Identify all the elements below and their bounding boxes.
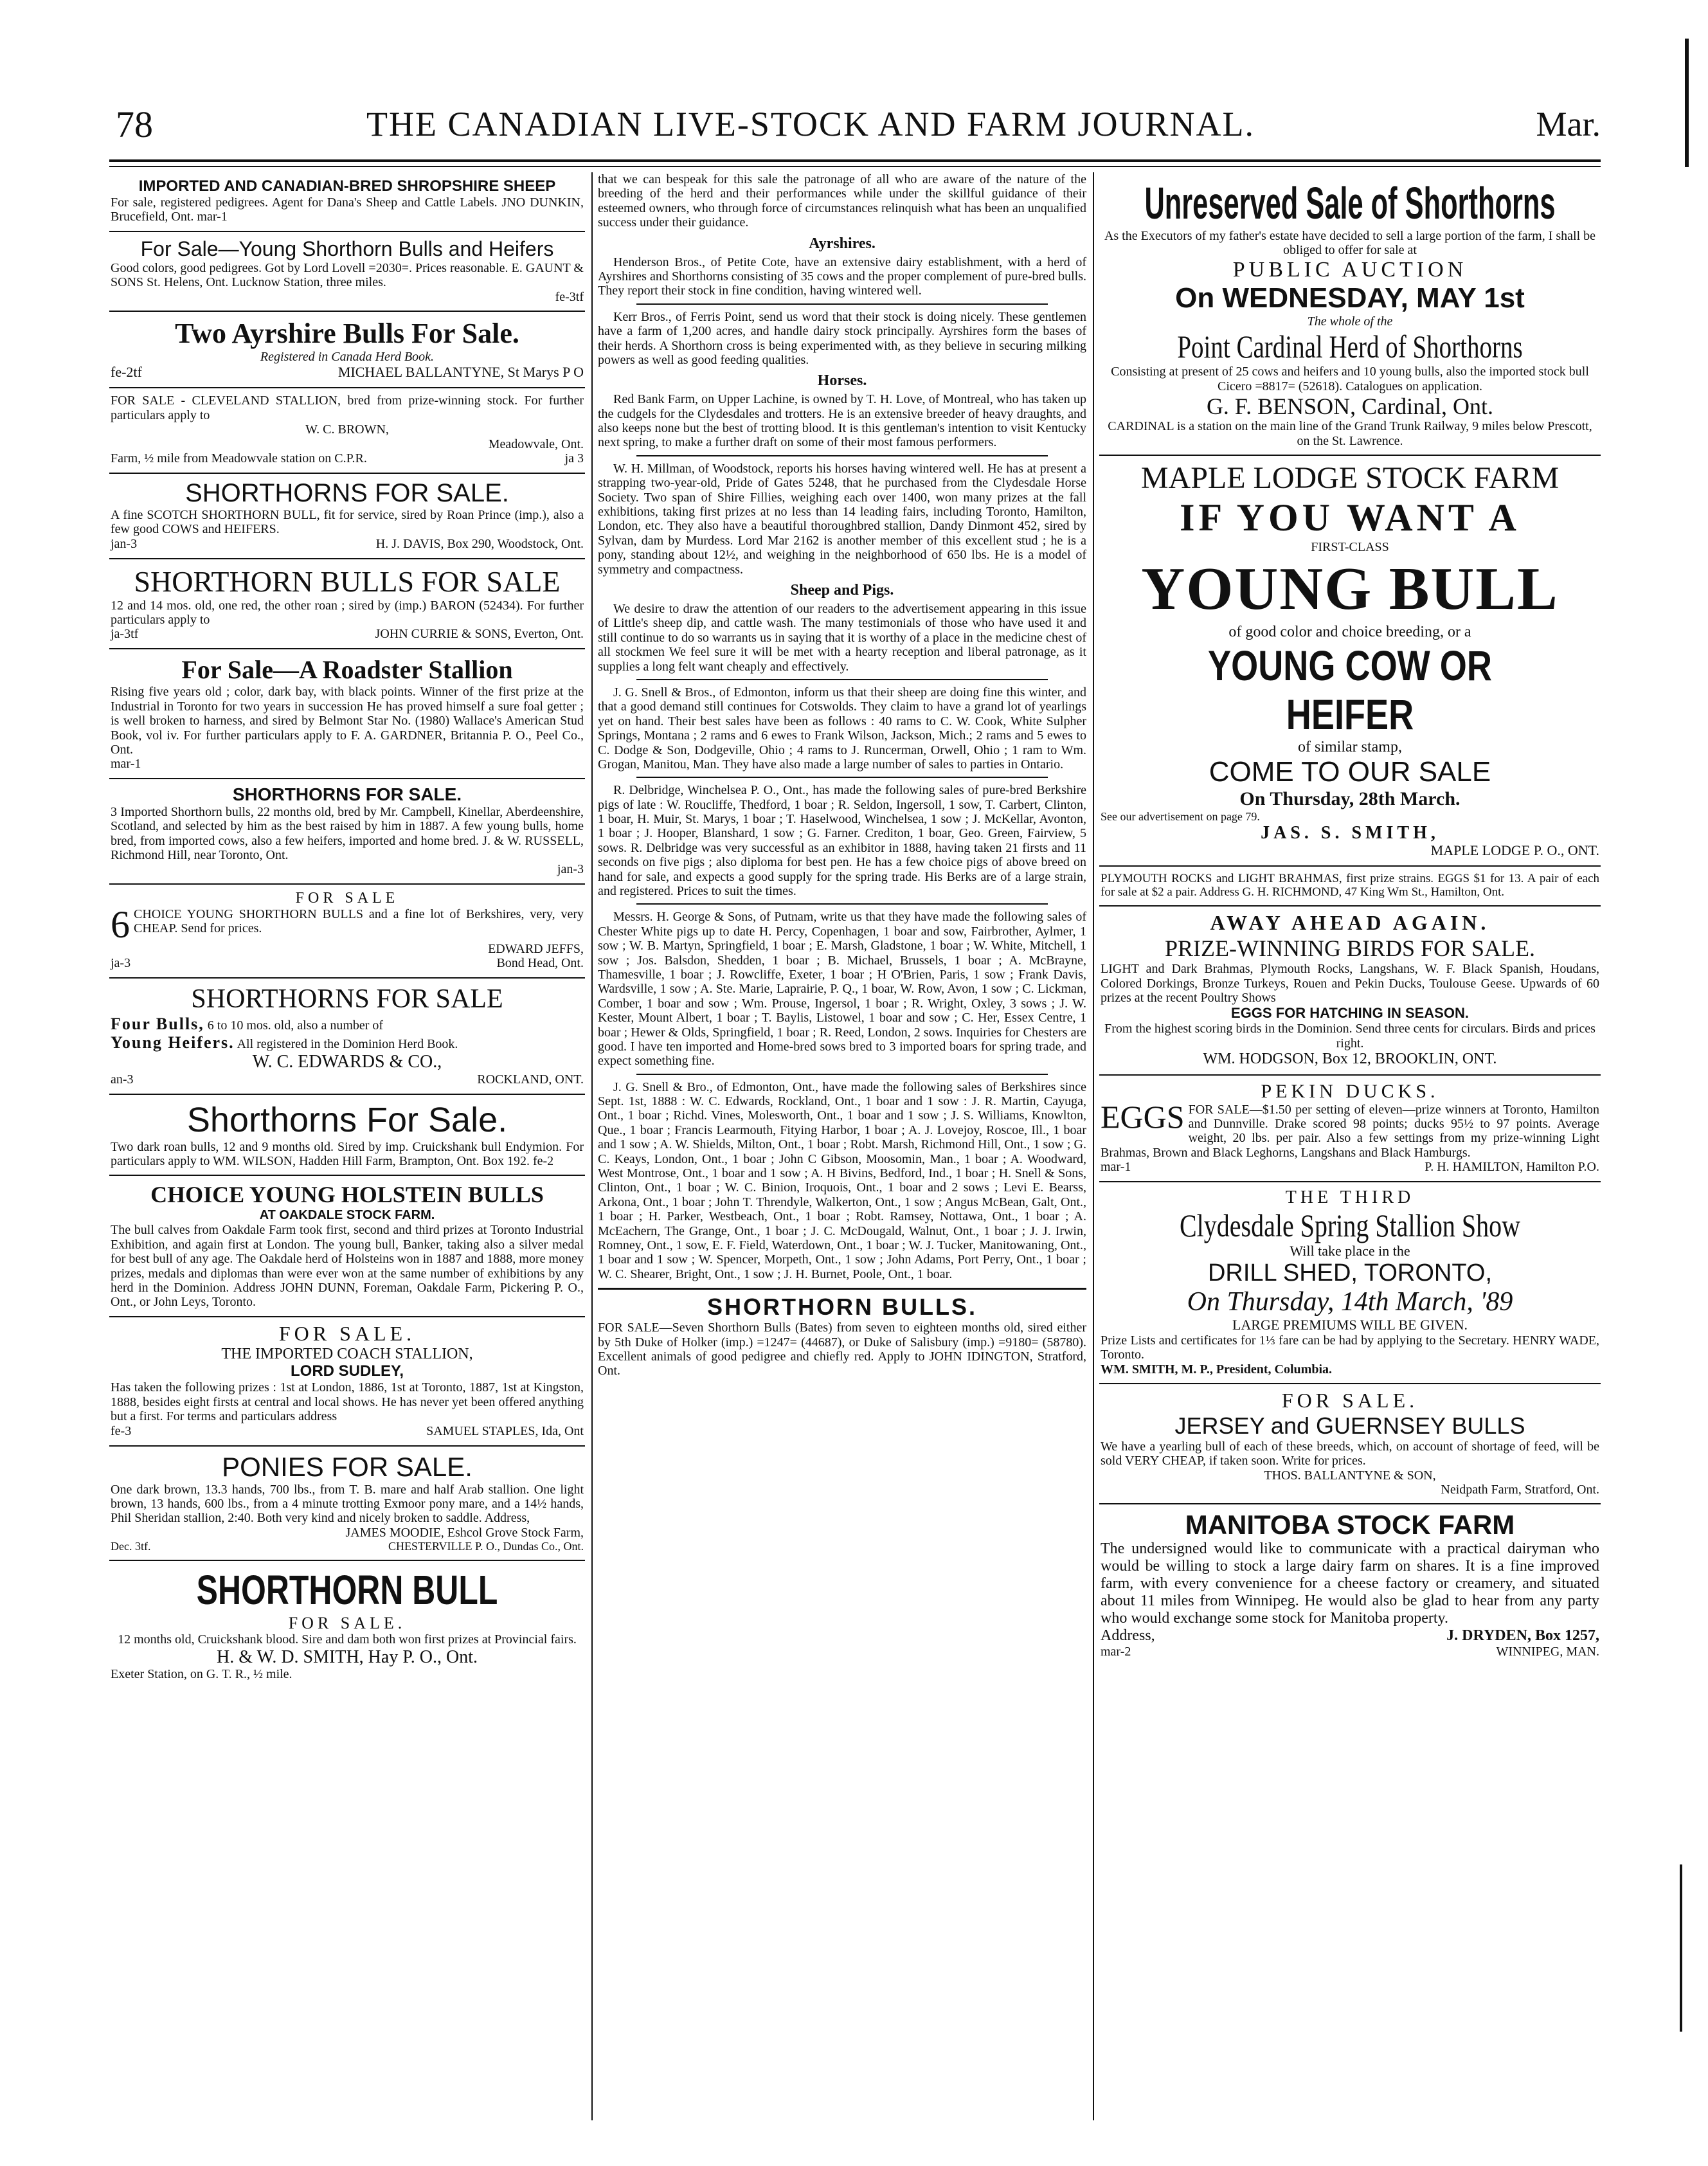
ad-eggs: EGGS FOR HATCHING IN SEASON. bbox=[1231, 1005, 1469, 1022]
ad-maple-lodge bbox=[1099, 456, 1601, 867]
ad-signature: G. F. BENSON, Cardinal, Ont. bbox=[1206, 393, 1494, 420]
young-heifers-label: Young Heifers. bbox=[111, 1033, 235, 1052]
page-header bbox=[109, 96, 1601, 154]
ad-edwards-shorthorns bbox=[109, 979, 585, 1095]
ad-see: See our advertisement on page 79. bbox=[1101, 809, 1260, 823]
column-right bbox=[1099, 172, 1601, 1666]
article-paragraph: that we can bespeak for this sale the patronage of all who are aware of the nature of the breeding of the herd and their performances while under the skillful guidance of their esteemed owners, who through force of circumstances relinquish what has been an unqualified success under their guidance. bbox=[598, 172, 1086, 230]
ad-title: Clydesdale Spring Stallion Show bbox=[1180, 1207, 1520, 1244]
ad-body: PLYMOUTH ROCKS and LIGHT BRAHMAS, first prize strains. EGGS $1 for 13. A pair of each for sale at $2 a pair. Address G. H. RICHMOND, 47 King Wm St., Hamilton, Ont. bbox=[1101, 871, 1599, 899]
ad-shorthorn-bull-smith bbox=[109, 1561, 585, 1688]
ad-body: The bull calves from Oakdale Farm took first, second and third prizes at Toronto Industrial Exhibition, and again first at London. The young bull, Banker, taking also a silver medal for best bull of any age. The Oakdale herd of Holsteins won in 1887 and 1888, more money prizes, medals and diplomas than were ever won at the same number of exhibitions by any herd in the Dominion. Address JOHN DUNN, Foreman, Oakdale Farm, Pickering P. O., Ont., or John Leys, Toronto. bbox=[111, 1223, 584, 1310]
ad-come-to-sale: COME TO OUR SALE bbox=[1209, 756, 1491, 788]
ad-body: FOR SALE—Seven Shorthorn Bulls (Bates) from seven to eighteen months old, sired either by 5th Duke of Holker (imp.) =1247= (44687), or Duke of Salisbury (imp.) =9180= (58780). Excellent animals of good pedigree and chiefly red. Apply to JOHN IDINGTON, Stratford, Ont. bbox=[598, 1321, 1086, 1378]
column-middle bbox=[598, 172, 1086, 1378]
ad-place: CHESTERVILLE P. O., Dundas Co., Ont. bbox=[388, 1540, 584, 1553]
ad-title: CHOICE YOUNG HOLSTEIN BULLS bbox=[150, 1182, 544, 1208]
ad-code: an-3 bbox=[111, 1072, 134, 1087]
ad-signature: H. J. DAVIS, Box 290, Woodstock, Ont. bbox=[375, 536, 584, 551]
ad-line: 6 to 10 mos. old, also a number of bbox=[207, 1018, 384, 1033]
section-heading-ayrshires: Ayrshires. bbox=[809, 235, 876, 252]
ad-code: ja-3 bbox=[111, 956, 131, 971]
column-divider bbox=[1093, 172, 1094, 2120]
column-left bbox=[109, 172, 585, 1688]
ad-code: jan-3 bbox=[111, 536, 138, 551]
ad-subtitle: PRIZE-WINNING BIRDS FOR SALE. bbox=[1165, 935, 1535, 962]
article-paragraph: We desire to draw the attention of our readers to the advertisement appearing in this issue of Little's sheep dip, and cattle wash. The many testimonials of those who have used it and still continue to do so warrants us in saying that it is worthy of a place in the medicine chest of all stockmen We feel sure it will be met with a hearty reception and liberal patronage, as it supplies a long felt want cheaply and effectively. bbox=[598, 601, 1086, 674]
ad-place: ROCKLAND, ONT. bbox=[477, 1072, 584, 1087]
ad-title: For Sale—Young Shorthorn Bulls and Heifers bbox=[140, 237, 554, 260]
ad-ponies bbox=[109, 1447, 585, 1562]
ad-signature: J. DRYDEN, Box 1257, bbox=[1446, 1627, 1599, 1644]
article-paragraph: Henderson Bros., of Petite Cote, have an extensive dairy establishment, with a herd of Ayrshires and Shorthorns consisting of 35 cows and the proper complement of pure-bred bulls. They report their stock in fine condition, having wintered well. bbox=[598, 255, 1086, 298]
ad-code: Dec. 3tf. bbox=[111, 1540, 151, 1553]
ad-roadster-stallion bbox=[109, 649, 585, 779]
ad-young-cow: YOUNG COW OR HEIFER bbox=[1208, 642, 1492, 739]
four-bulls-label: Four Bulls, bbox=[111, 1015, 204, 1034]
ad-stallion-name: LORD SUDLEY, bbox=[290, 1362, 404, 1380]
ad-if-you-want: IF YOU WANT A bbox=[1180, 496, 1520, 539]
ad-title: MAPLE LODGE STOCK FARM bbox=[1140, 461, 1560, 496]
ad-code: fe-3 bbox=[111, 1423, 132, 1438]
page-number: 78 bbox=[116, 104, 153, 145]
ad-body: Prize Lists and certificates for 1⅓ fare can be had by applying to the Secretary. HENRY WADE, Toronto. bbox=[1101, 1333, 1599, 1362]
article-paragraph: Kerr Bros., of Ferris Point, send us word that their stock is doing nicely. These gentlemen have a farm of 1,200 acres, and handle dairy stock principally. Ayrshires form the bases of their herds. A Shorthorn cross is being experimented with, as they believe in securing milking powers as well as good feeding qualities. bbox=[598, 309, 1086, 367]
ad-subtitle: JERSEY and GUERNSEY BULLS bbox=[1174, 1412, 1525, 1439]
ad-title: SHORTHORNS FOR SALE. bbox=[185, 478, 509, 507]
ad-herd: Point Cardinal Herd of Shorthorns bbox=[1177, 329, 1523, 365]
ad-drill-shed: DRILL SHED, TORONTO, bbox=[1207, 1259, 1493, 1287]
ad-title: SHORTHORN BULLS. bbox=[707, 1294, 977, 1321]
ad-body: FOR SALE - CLEVELAND STALLION, bred from prize-winning stock. For further particulars apply to bbox=[111, 393, 584, 422]
ad-signature: JOHN CURRIE & SONS, Everton, Ont. bbox=[375, 627, 584, 642]
ad-lord-sudley bbox=[109, 1317, 585, 1447]
section-heading-sheep-pigs: Sheep and Pigs. bbox=[790, 581, 894, 599]
ad-body: Rising five years old ; color, dark bay, with black points. Winner of the first prize at the Industrial in Toronto for two years in succession He has proved himself a sure foal getter ; is well broken to harness, and sired by Belmont Star No. (1980) Wallace's American Stud Book, vol iv. For further particulars apply to F. A. GARDNER, Britannia P. O., Peel Co., Ont. bbox=[111, 685, 584, 757]
ad-place: WINNIPEG, MAN. bbox=[1496, 1644, 1599, 1659]
ad-body: As the Executors of my father's estate have decided to sell a large portion of the farm, I shall be obliged to offer for sale at bbox=[1104, 229, 1596, 258]
ad-manitoba-stock-farm bbox=[1099, 1504, 1601, 1665]
ad-code: jan-3 bbox=[557, 862, 584, 877]
ad-code: mar-2 bbox=[1101, 1644, 1131, 1659]
ad-code: ja-3tf bbox=[111, 627, 139, 642]
ad-body: For sale, registered pedigrees. Agent for Dana's Sheep and Cattle Labels. JNO DUNKIN, Brucefield, Ont. mar-1 bbox=[111, 195, 584, 224]
ad-subtitle: Registered in Canada Herd Book. bbox=[260, 349, 435, 364]
ad-body: A fine SCOTCH SHORTHORN BULL, fit for service, sired by Roan Prince (imp.), also a few good COWS and HEIFERS. bbox=[111, 507, 584, 537]
ad-footnote: Exeter Station, on G. T. R., ½ mile. bbox=[111, 1667, 292, 1682]
journal-page bbox=[109, 96, 1601, 2128]
ad-ayrshire-bulls bbox=[109, 312, 585, 388]
ad-consist: Consisting at present of 25 cows and heifers and 10 young bulls, also the imported stock bull Cicero =8817= (52618). Catalogues on application. bbox=[1111, 365, 1589, 393]
ad-shorthorn-bulls-idington bbox=[598, 1288, 1086, 1378]
ad-first-class: FIRST-CLASS bbox=[1311, 539, 1389, 554]
divider bbox=[636, 455, 1048, 456]
ad-body: 12 and 14 mos. old, one red, the other roan ; sired by (imp.) BARON (52434). For further particulars apply to bbox=[111, 598, 584, 627]
ad-body: 3 Imported Shorthorn bulls, 22 months old, bred by Mr. Campbell, Kinellar, Aberdeenshire, Scotland, and selected by him as the best raised by him in 1887. A few young bulls, home bred, from imported cows, also a few heifers, imported and home bred. J. & W. RUSSELL, Richmond Hill, near Toronto, Ont. bbox=[111, 804, 584, 862]
ad-unreserved-sale bbox=[1099, 172, 1601, 456]
eggs-label: EGGS bbox=[1101, 1098, 1185, 1135]
ad-title: PONIES FOR SALE. bbox=[222, 1451, 472, 1482]
header-rule bbox=[109, 159, 1601, 162]
ad-title: SHORTHORN BULL bbox=[196, 1567, 498, 1614]
ad-body: Has taken the following prizes : 1st at London, 1886, 1st at Toronto, 1887, 1st at Kingston, 1888, besides eight firsts at central and local shows. He has never yet been offered anything but a first. For terms and particulars address bbox=[111, 1380, 584, 1424]
section-heading-horses: Horses. bbox=[817, 372, 867, 390]
ad-body: FOR SALE—$1.50 per setting of eleven—prize winners at Toronto, Hamilton and Dunnville. Drake scored 98 points; ducks 95½ to 97 points. Average weight, 20 lbs. per pair. Also a few settings from my prize-winning Light Brahmas, Brown and Black Leghorns, Langshans and Black Hamburgs. bbox=[1101, 1102, 1599, 1160]
ad-cleveland-stallion bbox=[109, 388, 585, 474]
ad-pekin-ducks bbox=[1099, 1076, 1601, 1182]
divider bbox=[636, 1074, 1048, 1075]
ad-title: MANITOBA STOCK FARM bbox=[1185, 1510, 1515, 1540]
ad-jersey-guernsey bbox=[1099, 1384, 1601, 1504]
ad-shorthorns-russell bbox=[109, 779, 585, 885]
ad-signature: JAMES MOODIE, Eshcol Grove Stock Farm, bbox=[345, 1525, 584, 1540]
ad-hodgson-birds bbox=[1099, 907, 1601, 1076]
article-paragraph: W. H. Millman, of Woodstock, reports his horses having wintered well. He has at present a strapping two-year-old, Pride of Gates 5248, that he purchased from the Clydesdale Horse Society. Two span of Shire Fillies, weighing each over 1400, won many prizes at the fall exhibitions, taking first prizes at no less than 14 leading fairs, including Toronto, Hamilton, London, etc. They also have a beautiful thoroughbred stallion, Dandy Dinmont 452, sired by Sylvan, dam by Murdess. Lord Mar 2162 is another member of this excellent stud ; he is a pony, standing about 12½, and weighing in the neighborhood of 650 lbs. He is a model of symmetry and compactness. bbox=[598, 461, 1086, 577]
ad-third: THE THIRD bbox=[1285, 1187, 1415, 1208]
ad-title: SHORTHORNS FOR SALE. bbox=[232, 784, 462, 804]
ad-young-bull: YOUNG BULL bbox=[1141, 555, 1559, 623]
ad-address: Address, bbox=[1101, 1627, 1155, 1644]
ad-title: SHORTHORNS FOR SALE bbox=[191, 984, 503, 1015]
ad-code: fe-2tf bbox=[111, 364, 142, 381]
ad-signature: H. & W. D. SMITH, Hay P. O., Ont. bbox=[216, 1647, 478, 1667]
column-divider bbox=[591, 172, 593, 2120]
ad-code: mar-1 bbox=[1101, 1160, 1131, 1175]
ad-code: ja 3 bbox=[564, 451, 584, 465]
ad-wilson-shorthorns bbox=[109, 1095, 585, 1177]
ad-signature: W. C. EDWARDS & CO., bbox=[252, 1052, 442, 1072]
divider bbox=[636, 303, 1048, 305]
ad-code: mar-1 bbox=[111, 757, 141, 772]
ad-date: On WEDNESDAY, MAY 1st bbox=[1175, 282, 1525, 314]
ad-signature: EDWARD JEFFS, bbox=[488, 941, 584, 956]
article-paragraph: Red Bank Farm, on Upper Lachine, is owned by T. H. Love, of Montreal, who has taken up the cudgels for the Clydesdales and trotters. He is an extensive breeder of heavy draughts, and also keeps none but the best of trotting blood. It is this gentleman's intention to visit Kentucky next spring, to make a further draft on some of their most famous performers. bbox=[598, 392, 1086, 450]
header-rule-thin bbox=[109, 166, 1601, 167]
ad-line: All registered in the Dominion Herd Book. bbox=[237, 1037, 458, 1052]
divider bbox=[636, 777, 1048, 778]
ad-footnote: Farm, ½ mile from Meadowvale station on C.P.R. bbox=[111, 451, 367, 465]
issue-month: Mar. bbox=[1536, 105, 1601, 143]
ad-signature: THOS. BALLANTYNE & SON, bbox=[1264, 1468, 1436, 1483]
ad-title: SHORTHORN BULLS FOR SALE bbox=[134, 564, 561, 598]
ad-place: Neidpath Farm, Stratford, Ont. bbox=[1441, 1482, 1599, 1497]
ad-clydesdale-show bbox=[1099, 1182, 1601, 1384]
article-paragraph: Messrs. H. George & Sons, of Putnam, write us that they have made the following sales of Chester White pigs up to date H. Percy, Copenhagen, 1 boar and sow, Fairbrother, Aylmer, 1 sow ; W. B. Martyn, Springfield, 1 boar ; E. Marsh, Gladstone, 1 boar ; W. White, Mitchell, 1 sow ; Jos. Balsdon, Shedden, 1 boar ; B. Michael, Brussels, 1 boar ; A. McBrayne, Thamesville, 1 boar ; J. Rowcliffe, Exeter, 1 boar ; H O'Brien, Paris, 1 sow ; Frank Davis, Wardsville, 1 sow ; A. Ste. Marie, Laprairie, P. Q., 1 boar, W. Row, Avon, 1 sow ; C. Lickman, Comber, 1 boar and sow ; Wm. Prouse, Ingersol, 1 boar ; R. Wright, Oxley, 3 sows ; J. W. Kester, Mount Albert, 1 boar ; T. Baylis, Listowel, 1 boar and sow ; C. Her, Essex Centre, 1 boar ; Hewer & Olds, Springfield, 1 boar ; R. Reed, London, 2 sows. Inquiries for Chesters are good. I have ten imported and Home-bred sows bred to 3 imported boars for spring trade, and expect something fine. bbox=[598, 910, 1086, 1069]
ad-plymouth-rocks bbox=[1099, 867, 1601, 907]
ad-title: FOR SALE bbox=[295, 889, 399, 907]
ad-line: of good color and choice breeding, or a bbox=[1228, 624, 1471, 641]
ad-line: From the highest scoring birds in the Dominion. Send three cents for circulars. Birds and prices right. bbox=[1104, 1022, 1596, 1051]
ad-place: MAPLE LODGE P. O., ONT. bbox=[1430, 842, 1599, 859]
ad-president: WM. SMITH, M. P., President, Columbia. bbox=[1101, 1362, 1333, 1376]
ad-signature: SAMUEL STAPLES, Ida, Ont bbox=[426, 1423, 584, 1438]
ad-title: For Sale—A Roadster Stallion bbox=[181, 655, 513, 685]
ad-jeffs bbox=[109, 885, 585, 979]
ad-body: 12 months old, Cruickshank blood. Sire and dam both won first prizes at Provincial fairs. bbox=[118, 1632, 577, 1647]
ad-line: Will take place in the bbox=[1290, 1243, 1410, 1259]
ad-place: Bond Head, Ont. bbox=[496, 956, 584, 971]
ad-body: Two dark roan bulls, 12 and 9 months old. Sired by imp. Cruickshank bull Endymion. For particulars apply to WM. WILSON, Hadden Hill Farm, Brampton, Ont. Box 192. fe-2 bbox=[111, 1139, 584, 1168]
scan-edge-mark bbox=[1685, 39, 1689, 167]
ad-title: FOR SALE. bbox=[278, 1321, 416, 1345]
ad-line: The whole of the bbox=[1307, 314, 1393, 329]
ad-premiums: LARGE PREMIUMS WILL BE GIVEN. bbox=[1232, 1317, 1468, 1333]
ad-body: One dark brown, 13.3 hands, 700 lbs., from T. B. mare and half Arab stallion. One light brown, 13 hands, 600 lbs., from a 4 minute trotting Exmoor pony mare, and a 14½ hands, Phil Sheridan stallion, 2:40. Both very kind and nicely broken to saddle. Address, bbox=[111, 1482, 584, 1526]
ad-title: PEKIN DUCKS. bbox=[1261, 1080, 1439, 1102]
scan-edge-mark bbox=[1680, 1864, 1682, 2032]
ad-title: FOR SALE. bbox=[1281, 1388, 1419, 1412]
ad-title: Unreserved Sale of Shorthorns bbox=[1144, 178, 1556, 228]
ad-title: AWAY AHEAD AGAIN. bbox=[1210, 911, 1490, 935]
ad-line: THE IMPORTED COACH STALLION, bbox=[221, 1345, 473, 1362]
ad-date: On Thursday, 14th March, '89 bbox=[1187, 1287, 1513, 1317]
ad-date: On Thursday, 28th March. bbox=[1239, 788, 1461, 810]
ad-code: fe-3tf bbox=[555, 289, 584, 304]
ad-auction: PUBLIC AUCTION bbox=[1232, 257, 1468, 282]
ad-shorthorns-davis bbox=[109, 474, 585, 559]
ad-signature: WM. HODGSON, Box 12, BROOKLIN, ONT. bbox=[1203, 1051, 1497, 1068]
drop-numeral: 6 bbox=[111, 903, 130, 946]
ad-shropshire-sheep bbox=[109, 172, 585, 232]
ad-title: Two Ayrshire Bulls For Sale. bbox=[175, 317, 519, 349]
ad-shorthorn-bulls-currie bbox=[109, 559, 585, 650]
journal-title: THE CANADIAN LIVE-STOCK AND FARM JOURNAL. bbox=[366, 105, 1255, 143]
ad-title: Shorthorns For Sale. bbox=[186, 1100, 508, 1139]
ad-place: Meadowvale, Ont. bbox=[488, 437, 584, 451]
ad-subtitle: FOR SALE. bbox=[288, 1614, 406, 1633]
ad-body: LIGHT and Dark Brahmas, Plymouth Rocks, Langshans, W. F. Black Spanish, Houdans, Colored Dorkings, Bronze Turkeys, Rouen and Pekin Ducks, Toulouse Geese. Upwards of 60 prizes at the recent Poultry Shows bbox=[1101, 962, 1599, 1005]
ad-footnote: CARDINAL is a station on the main line of the Grand Trunk Railway, 9 miles below Prescott, on the St. Lawrence. bbox=[1108, 419, 1592, 448]
ad-title: IMPORTED AND CANADIAN-BRED SHROPSHIRE SHEEP bbox=[138, 177, 556, 195]
ad-body: CHOICE YOUNG SHORTHORN BULLS and a fine lot of Berkshires, very, very CHEAP. Send for prices. bbox=[134, 907, 584, 936]
ad-signature: W. C. BROWN, bbox=[305, 422, 389, 437]
ad-body: The undersigned would like to communicate with a practical dairyman who would be willing to stock a large dairy farm on shares. It is a fine improved farm, with every convenience for a cheese factory or creamery, and situated about 11 miles from Winnipeg. He would also be glad to hear from any party who would exchange some stock for Manitoba property. bbox=[1101, 1540, 1599, 1627]
article-paragraph: J. G. Snell & Bro., of Edmonton, Ont., have made the following sales of Berkshires since Sept. 1st, 1888 : W. C. Edwards, Rockland, Ont., 1 boar and 1 sow : J. R. Martin, Cayuga, Ont., 1 boar ; Richd. Vines, Molesworth, Ont., 1 boar and 1 sow ; J. S. Williams, Knowlton, Que., 1 boar ; Francis Learmouth, Fitying Harbor, 1 boar ; A. J. Lovejoy, Roscoe, Ill., 1 boar and 1 sow ; A. W. Shields, Milton, Ont., 1 boar ; Robt. Marsh, Richmond Hill, Ont., 1 sow ; G. C. Keays, London, Ont., 1 boar ; John C Gibson, Moosomin, Man., 1 boar ; A. Woodward, West Montrose, Ont., 1 boar and 1 sow ; A. H Bivins, Bedford, Ind., 1 boar ; H. Snell & Sons, Clinton, Ont., 1 boar ; W. C. Binion, Iroquois, Ont., 1 boar and 2 sows ; Levi E. Bearss, Arkona, Ont., 1 boar ; John T. Threndyle, Walkerton, Ont., 1 sow ; Angus McBean, Galt, Ont., 1 boar ; H. Parker, Westbeach, Ont., 1 boar ; Robt. Ramsey, Nottawa, Ont., 1 boar ; A. McEachern, The Grange, Ont., 1 boar ; J. C. McDougald, Walnut, Ont., 1 boar ; J. J. Irwin, Romney, Ont., 1 sow, E. F. Field, Waterdown, Ont., 1 boar ; W. J. Tucker, Manitowaning, Ont., 1 boar and 1 sow ; W. Spencer, Morpeth, Ont., 1 sow ; John Adams, Port Perry, Ont., 1 boar ; W. C. Shearer, Bright, Ont., 1 sow ; J. H. Burnet, Poole, Ont., 1 boar. bbox=[598, 1079, 1086, 1281]
ad-body: We have a yearling bull of each of these breeds, which, on account of shortage of feed, will be sold VERY CHEAP, if taken soon. Write for prices. bbox=[1101, 1439, 1599, 1468]
article-paragraph: J. G. Snell & Bros., of Edmonton, inform us that their sheep are doing fine this winter, and that a good demand still continues for Cotswolds. They claim to have a grand lot of yearlings yet on hand. Their best sales have been as follows : 40 rams to C. W. Cook, White Sulpher Springs, Montana ; 2 rams and 6 ewes to Frank Wilson, Jackson, Mich.; 2 rams and 5 ewes to C. Dodge & Son, Dodgeville, Ohio ; 4 rams to J. Runcerman, Orwell, Ohio ; 1 ram to Wm. Grogan, Manitou, Man. They have also made a large number of sales to parties in Ontario. bbox=[598, 685, 1086, 772]
ad-signature: JAS. S. SMITH, bbox=[1261, 822, 1439, 843]
ad-signature: MICHAEL BALLANTYNE, St Marys P O bbox=[337, 364, 584, 381]
ad-signature: P. H. HAMILTON, Hamilton P.O. bbox=[1425, 1160, 1599, 1175]
ad-young-shorthorn-bulls bbox=[109, 232, 585, 312]
ad-body: Good colors, good pedigrees. Got by Lord Lovell =2030=. Prices reasonable. E. GAUNT & SONS St. Helens, Ont. Lucknow Station, three miles. bbox=[111, 260, 584, 290]
divider bbox=[636, 903, 1048, 905]
ad-holstein-bulls bbox=[109, 1176, 585, 1317]
ad-subtitle: AT OAKDALE STOCK FARM. bbox=[259, 1208, 435, 1223]
divider bbox=[636, 679, 1048, 680]
ad-line: of similar stamp, bbox=[1298, 739, 1402, 756]
article-paragraph: R. Delbridge, Winchelsea P. O., Ont., has made the following sales of pure-bred Berkshire pigs of late : W. Roucliffe, Thedford, 1 boar ; R. Seldon, Ingersoll, 1 sow, T. Carbert, Clinton, 1 boar, H. Muir, St. Marys, 1 boar ; T. Haselwood, Winchelsea, 1 sow ; J. McKellar, Avonton, 1 boar ; J. Hooper, Blanshard, 1 sow ; G. Farner. Crediton, 1 boar, Geo. Green, Fairview, 5 sows. R. Delbridge was very successful as an exhibitor in 1888, having taken 21 firsts and 11 seconds on five pigs ; also diploma for best pen. He has a few choice pigs of above breed on hand for sale, and expects a good supply for the spring trade. His Berks are of a large strain, and registered. Prices to suit the times. bbox=[598, 783, 1086, 899]
